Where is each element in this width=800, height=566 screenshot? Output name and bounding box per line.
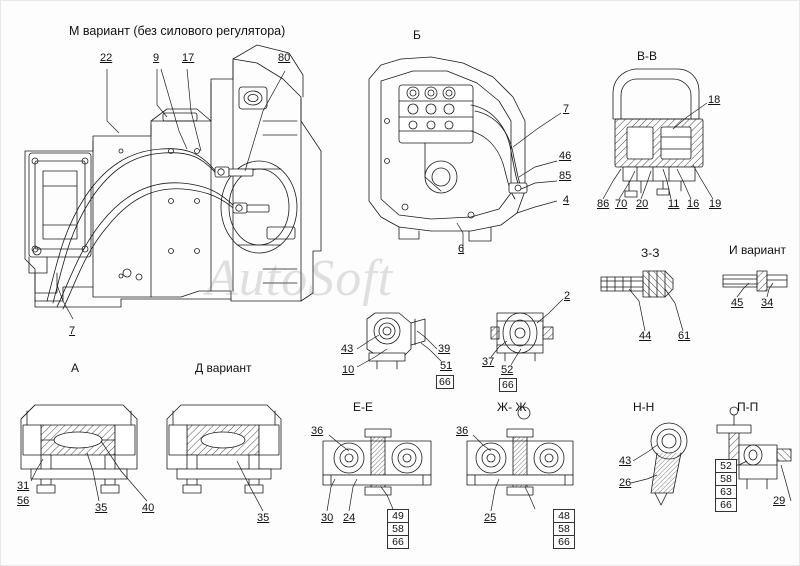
callout-cr-52: 52 bbox=[501, 364, 514, 376]
title-view-b: Б bbox=[413, 28, 421, 42]
callout-zhzh-58: 58 bbox=[554, 523, 574, 536]
callout-pp-stack bbox=[715, 459, 737, 512]
callout-main-9: 9 bbox=[153, 52, 160, 64]
title-view-i-variant: И вариант bbox=[729, 243, 787, 257]
callout-ee-58: 58 bbox=[388, 523, 408, 536]
callout-ee-stack bbox=[387, 509, 409, 549]
callout-nn-43: 43 bbox=[619, 455, 632, 467]
callout-a-35: 35 bbox=[95, 502, 108, 514]
callout-zhzh-48: 48 bbox=[554, 510, 574, 523]
callout-d-35: 35 bbox=[257, 512, 270, 524]
callout-cl-43: 43 bbox=[341, 343, 354, 355]
title-view-nn: Н-Н bbox=[633, 400, 655, 414]
callout-a-31: 31 bbox=[17, 480, 30, 492]
title-view-pp: П-П bbox=[737, 400, 759, 414]
title-m-variant: М вариант (без силового регулятора) bbox=[69, 24, 286, 38]
callout-vv-16: 16 bbox=[687, 198, 700, 210]
callout-b-85: 85 bbox=[559, 170, 572, 182]
callout-b-46: 46 bbox=[559, 150, 572, 162]
callout-vv-18: 18 bbox=[708, 94, 721, 106]
callout-cl-66: 66 bbox=[436, 375, 454, 389]
callout-main-7: 7 bbox=[69, 325, 76, 337]
callout-pp-29: 29 bbox=[773, 495, 786, 507]
callout-vv-86: 86 bbox=[597, 198, 610, 210]
callout-main-80: 80 bbox=[278, 52, 291, 64]
callout-cr-37: 37 bbox=[482, 356, 495, 368]
callout-pp-52: 52 bbox=[716, 460, 736, 473]
callout-pp-63: 63 bbox=[716, 486, 736, 499]
callout-cr-66: 66 bbox=[499, 378, 517, 392]
callout-main-22: 22 bbox=[100, 52, 113, 64]
callout-b-7: 7 bbox=[563, 103, 570, 115]
callout-b-6: 6 bbox=[458, 243, 465, 255]
callout-vv-70: 70 bbox=[615, 198, 628, 210]
title-view-vv: В-В bbox=[637, 49, 658, 63]
callout-main-17: 17 bbox=[182, 52, 195, 64]
callout-ee-30: 30 bbox=[321, 512, 334, 524]
callout-zz-44: 44 bbox=[639, 330, 652, 342]
callout-zhzh-stack bbox=[553, 509, 575, 549]
callout-b-4: 4 bbox=[563, 194, 570, 206]
callout-ee-66: 66 bbox=[392, 536, 404, 548]
callout-pp-66: 66 bbox=[720, 499, 732, 511]
drawing-artwork bbox=[1, 1, 800, 566]
callout-cl-51: 51 bbox=[440, 360, 453, 372]
callout-i-34: 34 bbox=[761, 297, 774, 309]
callout-ee-24: 24 bbox=[343, 512, 356, 524]
callout-nn-26: 26 bbox=[619, 477, 632, 489]
callout-ee-36: 36 bbox=[311, 425, 324, 437]
callout-pp-58: 58 bbox=[716, 473, 736, 486]
title-view-a: А bbox=[71, 361, 80, 375]
callout-a-56: 56 bbox=[17, 495, 30, 507]
callout-i-45: 45 bbox=[731, 297, 744, 309]
callout-cr-2: 2 bbox=[564, 290, 571, 302]
title-view-zhzh: Ж- Ж bbox=[497, 400, 527, 414]
title-view-zz: З-З bbox=[641, 246, 660, 260]
callout-a-40: 40 bbox=[142, 502, 155, 514]
callout-zhzh-25: 25 bbox=[484, 512, 497, 524]
callout-ee-49: 49 bbox=[388, 510, 408, 523]
callout-zhzh-66: 66 bbox=[558, 536, 570, 548]
callout-zhzh-36: 36 bbox=[456, 425, 469, 437]
callout-vv-11: 11 bbox=[668, 198, 680, 210]
watermark-autosoft: AutoSoft bbox=[206, 250, 394, 307]
callout-vv-20: 20 bbox=[636, 198, 649, 210]
callout-zz-61: 61 bbox=[678, 330, 691, 342]
title-view-ee: Е-Е bbox=[353, 400, 374, 414]
callout-cl-39: 39 bbox=[438, 343, 451, 355]
callout-vv-19: 19 bbox=[709, 198, 722, 210]
title-view-d-variant: Д вариант bbox=[195, 361, 252, 375]
callout-cl-10: 10 bbox=[342, 364, 355, 376]
